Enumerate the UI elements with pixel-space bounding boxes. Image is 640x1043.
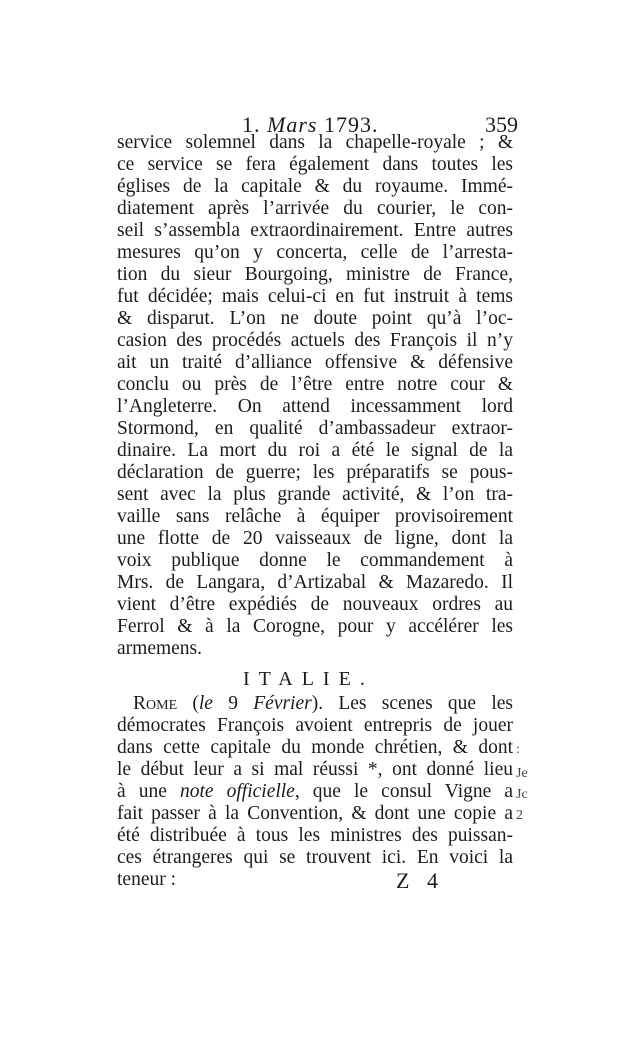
text-line: églises de la capitale & du royaume. Immé-: [117, 176, 513, 197]
text-line: ce service se fera également dans toutes les: [117, 154, 513, 175]
dateline-open: (: [192, 693, 199, 714]
text-line: fait passer à la Convention, & dont une copie a: [117, 803, 513, 824]
dateline-day: 9: [212, 693, 254, 714]
text-line: ait un traité d’alliance offensive & défensive: [117, 352, 513, 373]
header-day: 1.: [242, 112, 261, 137]
text-line: Ferrol & à la Corogne, pour y accélérer les: [117, 616, 513, 637]
text-line: service solemnel dans la chapelle-royale ; &: [117, 132, 513, 153]
text-line: vaille sans relâche à équiper provisoirement: [117, 506, 513, 527]
text-line: seil s’assembla extraordinairement. Entre autres: [117, 220, 513, 241]
text-line: ces étrangeres qui se trouvent ici. En voici la: [117, 847, 513, 868]
text-line: le début leur a si mal réussi *, ont donné lieu: [117, 759, 513, 780]
text-line: mesures qu’on y concerta, celle de l’arresta-: [117, 242, 513, 263]
text-line: armemens.: [117, 638, 203, 659]
margin-mark: 2: [516, 808, 523, 823]
text-line: vient d’être expédiés de nouveaux ordres au: [117, 594, 513, 615]
rome-first-line: [117, 693, 513, 715]
text-line: déclaration de guerre; les préparatifs se pous-: [117, 462, 513, 483]
line-5-start: à une: [117, 781, 180, 802]
header-year: 1793.: [323, 112, 379, 137]
text-line: une flotte de 20 vaisseaux de ligne, dont la: [117, 528, 513, 549]
note-officielle: note officielle: [179, 781, 295, 802]
margin-mark: :: [516, 742, 520, 757]
text-line: voix publique donne le commandement à: [117, 550, 513, 571]
text-line: casion des procédés actuels des François il n’y: [117, 330, 513, 351]
header-month: Mars: [267, 112, 318, 137]
rome-place: Rome: [133, 693, 178, 714]
text-line: fut décidée; mais celui-ci en fut instruit à tems: [117, 286, 513, 307]
text-line: démocrates François avoient entrepris de jouer: [117, 715, 513, 736]
text-line: Stormond, en qualité d’ambassadeur extraor-: [117, 418, 513, 439]
text-line: été distribuée à tous les ministres des puissan-: [117, 825, 513, 846]
rome-first-line-rest: Les scenes que les: [323, 693, 514, 714]
dateline-le: le: [198, 693, 213, 714]
text-line: dans cette capitale du monde chrétien, & dont: [117, 737, 513, 758]
text-line: sent avec la plus grande activité, & l’on tra-: [117, 484, 513, 505]
margin-mark: Je: [516, 766, 528, 781]
section-heading: ITALIE.: [243, 668, 374, 690]
note-officielle-line: [117, 781, 513, 803]
line-5-end: , que le consul Vigne a: [294, 781, 514, 802]
text-line: dinaire. La mort du roi a été le signal de la: [117, 440, 513, 461]
text-line: teneur :: [117, 869, 177, 890]
body-text: [117, 132, 513, 891]
text-line: conclu ou près de l’être entre notre cour &: [117, 374, 513, 395]
dateline-month: Février: [253, 693, 312, 714]
text-line: l’Angleterre. On attend incessamment lord: [117, 396, 513, 417]
text-line: tion du sieur Bourgoing, ministre de France,: [117, 264, 513, 285]
margin-mark: Jc: [516, 787, 528, 802]
text-line: Mrs. de Langara, d’Artizabal & Mazaredo. Il: [117, 572, 513, 593]
text-line: & disparut. L’on ne doute point qu’à l’oc-: [117, 308, 513, 329]
dateline-close: ).: [311, 693, 324, 714]
signature-mark: Z 4: [396, 868, 444, 893]
page-number: 359: [485, 112, 518, 137]
text-line: diatement après l’arrivée du courier, le con-: [117, 198, 513, 219]
